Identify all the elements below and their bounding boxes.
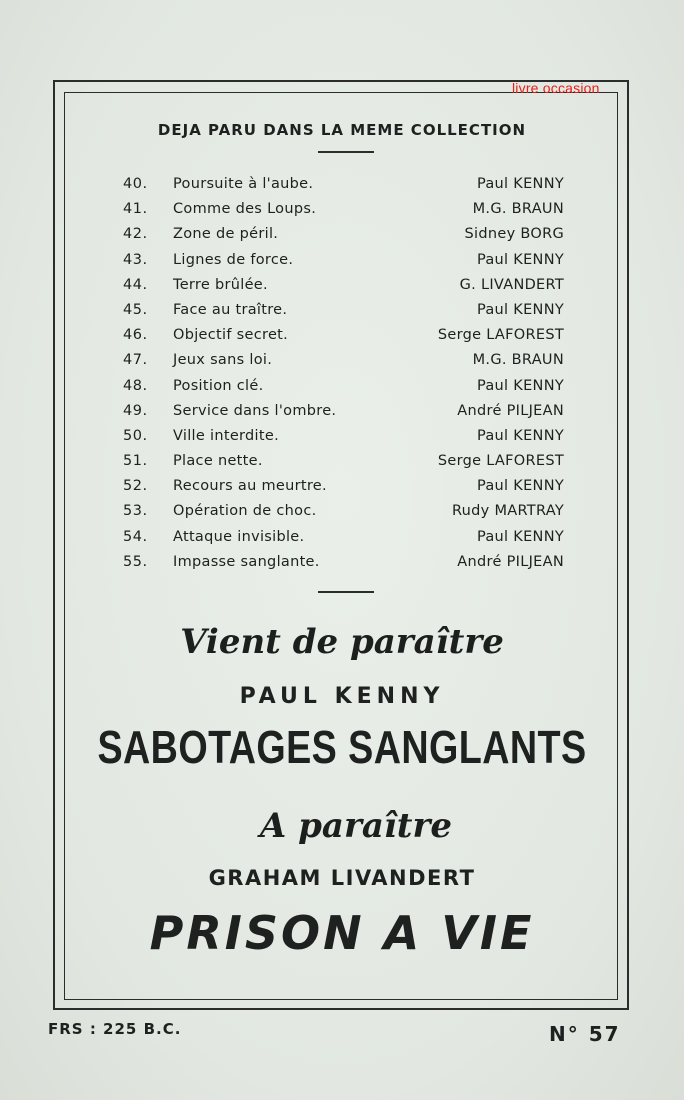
issue-number: N° 57	[549, 1022, 621, 1046]
book-title: Impasse sanglante.	[173, 553, 320, 570]
book-number: 47.	[123, 352, 148, 369]
book-author: Serge LAFOREST	[437, 327, 564, 344]
book-author: G. LIVANDERT	[459, 276, 564, 293]
book-author: Paul KENNY	[476, 427, 564, 444]
book-title: Poursuite à l'aube.	[173, 176, 314, 192]
book-number: 40.	[123, 176, 148, 192]
book-title: Recours au meurtre.	[173, 478, 327, 495]
watermark: livre occasion	[512, 80, 600, 96]
list-item	[120, 401, 566, 426]
price: FRS : 225 B.C.	[48, 1020, 182, 1038]
book-title: Service dans l'ombre.	[173, 402, 337, 419]
book-author: Paul KENNY	[476, 176, 564, 192]
book-title: Zone de péril.	[173, 226, 279, 243]
book-number: 43.	[123, 251, 148, 268]
book-author: André PILJEAN	[457, 553, 564, 570]
book-title: Comme des Loups.	[173, 201, 317, 218]
book-number: 49.	[123, 402, 148, 419]
list-item	[120, 527, 566, 552]
book-number: 44.	[123, 276, 148, 293]
book-title: Opération de choc.	[173, 503, 317, 520]
new-release-title: SABOTAGES SANGLANTS	[97, 721, 587, 773]
book-number: 46.	[123, 327, 148, 344]
book-author: Paul KENNY	[476, 377, 564, 394]
divider-top	[318, 151, 374, 153]
upcoming-label: A paraître	[259, 806, 453, 846]
book-number: 50.	[123, 427, 148, 444]
list-item	[120, 501, 566, 526]
book-list	[120, 174, 566, 577]
book-title: Face au traître.	[173, 301, 288, 318]
list-item	[120, 350, 566, 375]
book-number: 42.	[123, 226, 148, 243]
book-title: Lignes de force.	[173, 251, 294, 268]
new-release-author: PAUL KENNY	[239, 684, 445, 709]
book-number: 51.	[123, 453, 148, 470]
book-title: Place nette.	[173, 453, 263, 470]
list-item	[120, 376, 566, 401]
book-title: Ville interdite.	[173, 427, 279, 444]
book-number: 45.	[123, 301, 148, 318]
book-author: M.G. BRAUN	[472, 352, 564, 369]
upcoming-title: PRISON A VIE	[149, 906, 535, 960]
book-number: 52.	[123, 478, 148, 495]
book-title: Terre brûlée.	[173, 276, 268, 293]
list-item	[120, 451, 566, 476]
list-item	[120, 224, 566, 249]
book-number: 53.	[123, 503, 148, 520]
list-item	[120, 250, 566, 275]
list-item	[120, 199, 566, 224]
list-item	[120, 552, 566, 577]
book-author: André PILJEAN	[457, 402, 564, 419]
new-release-label: Vient de paraître	[180, 622, 504, 662]
book-title: Attaque invisible.	[173, 528, 305, 545]
list-item	[120, 325, 566, 350]
book-author: Paul KENNY	[476, 301, 564, 318]
book-number: 55.	[123, 553, 148, 570]
list-item	[120, 300, 566, 325]
list-item	[120, 174, 566, 199]
upcoming-author: GRAHAM LIVANDERT	[208, 866, 476, 890]
book-author: M.G. BRAUN	[472, 201, 564, 218]
list-item	[120, 476, 566, 501]
list-item	[120, 275, 566, 300]
book-author: Sidney BORG	[464, 226, 564, 243]
book-number: 54.	[123, 528, 148, 545]
book-author: Paul KENNY	[476, 251, 564, 268]
collection-heading: DEJA PARU DANS LA MEME COLLECTION	[157, 121, 527, 139]
divider-bottom	[318, 591, 374, 593]
book-title: Objectif secret.	[173, 327, 289, 344]
book-author: Serge LAFOREST	[437, 453, 564, 470]
book-author: Rudy MARTRAY	[451, 503, 564, 520]
book-title: Position clé.	[173, 377, 264, 394]
book-title: Jeux sans loi.	[173, 352, 273, 369]
book-number: 41.	[123, 201, 148, 218]
book-number: 48.	[123, 377, 148, 394]
book-author: Paul KENNY	[476, 478, 564, 495]
book-author: Paul KENNY	[476, 528, 564, 545]
list-item	[120, 426, 566, 451]
